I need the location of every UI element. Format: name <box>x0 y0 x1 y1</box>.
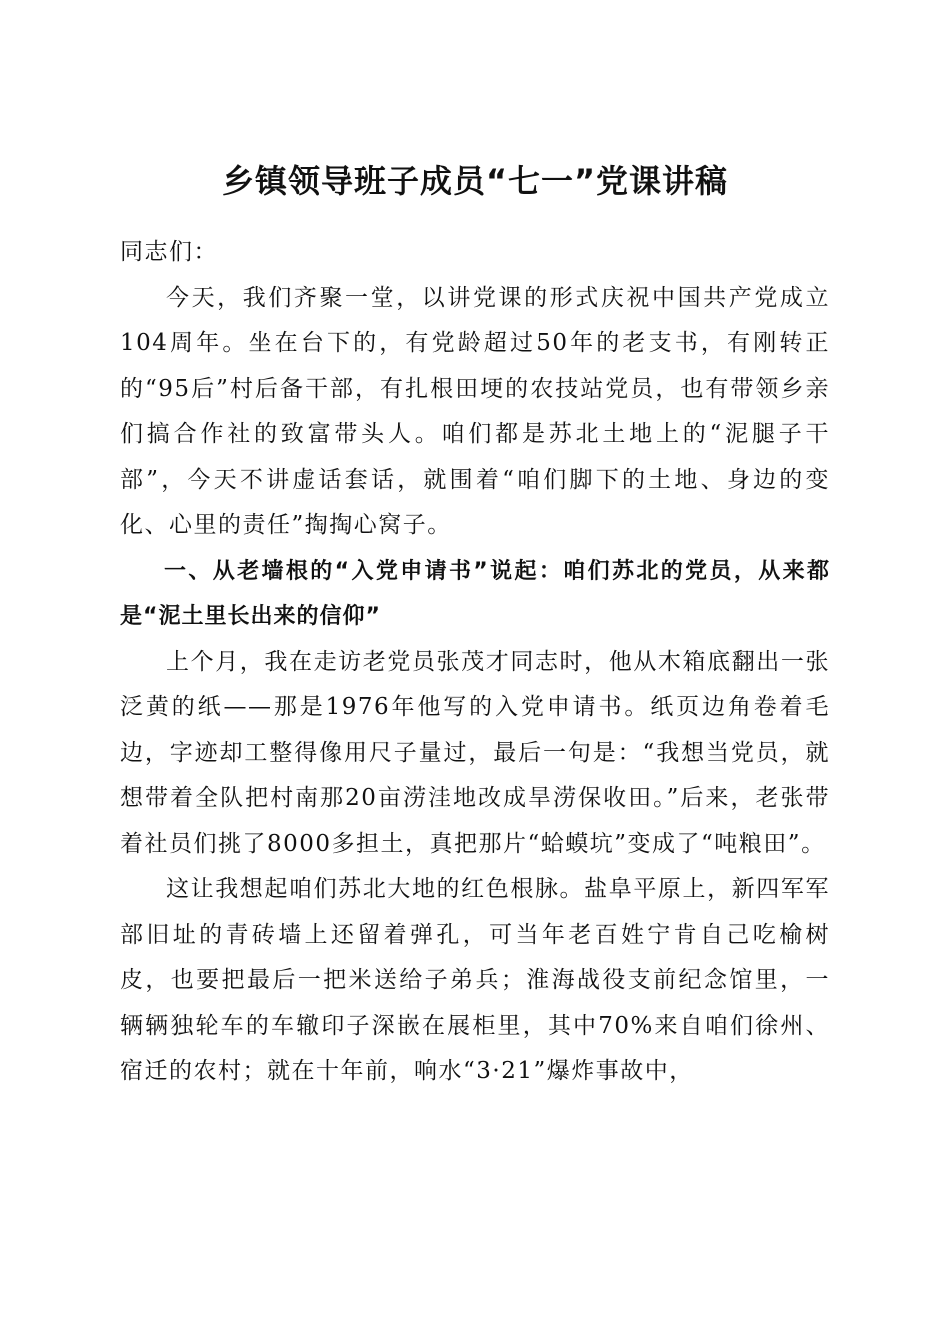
salutation: 同志们： <box>120 239 218 265</box>
body-paragraph: 今天，我们齐聚一堂，以讲党课的形式庆祝中国共产党成立104周年。坐在台下的，有党龄超过50年的老支书，有刚转正的“95后”村后备干部，有扎根田埂的农技站党员，也有带领乡亲们搞合作社的致富带头人。咱们都是苏北土地上的“泥腿子干部”，今天不讲虚话套话，就围着“咱们脚下的土地、身边的变化、心里的责任”掏掏心窝子。 <box>120 284 830 538</box>
body-paragraph: 这让我想起咱们苏北大地的红色根脉。盐阜平原上，新四军军部旧址的青砖墙上还留着弹孔，可当年老百姓宁肯自己吃榆树皮，也要把最后一把米送给子弟兵；淮海战役支前纪念馆里，一辆辆独轮车的车辙印子深嵌在展柜里，其中70%来自咱们徐州、宿迁的农村；就在十年前，响水“3·21”爆炸事故中， <box>120 876 830 1084</box>
document-title: 乡镇领导班子成员“七一”党课讲稿 <box>221 162 729 201</box>
section-heading: 一、从老墙根的“入党申请书”说起：咱们苏北的党员，从来都是“泥土里长出来的信仰” <box>120 558 830 629</box>
body-paragraph: 上个月，我在走访老党员张茂才同志时，他从木箱底翻出一张泛黄的纸——那是1976年他写的入党申请书。纸页边角卷着毛边，字迹却工整得像用尺子量过，最后一句是：“我想当党员，就想带着全队把村南那20亩涝洼地改成旱涝保收田。”后来，老张带着社员们挑了8000多担土，真把那片“蛤蟆坑”变成了“吨粮田”。 <box>120 648 830 857</box>
document-body <box>120 230 830 1095</box>
